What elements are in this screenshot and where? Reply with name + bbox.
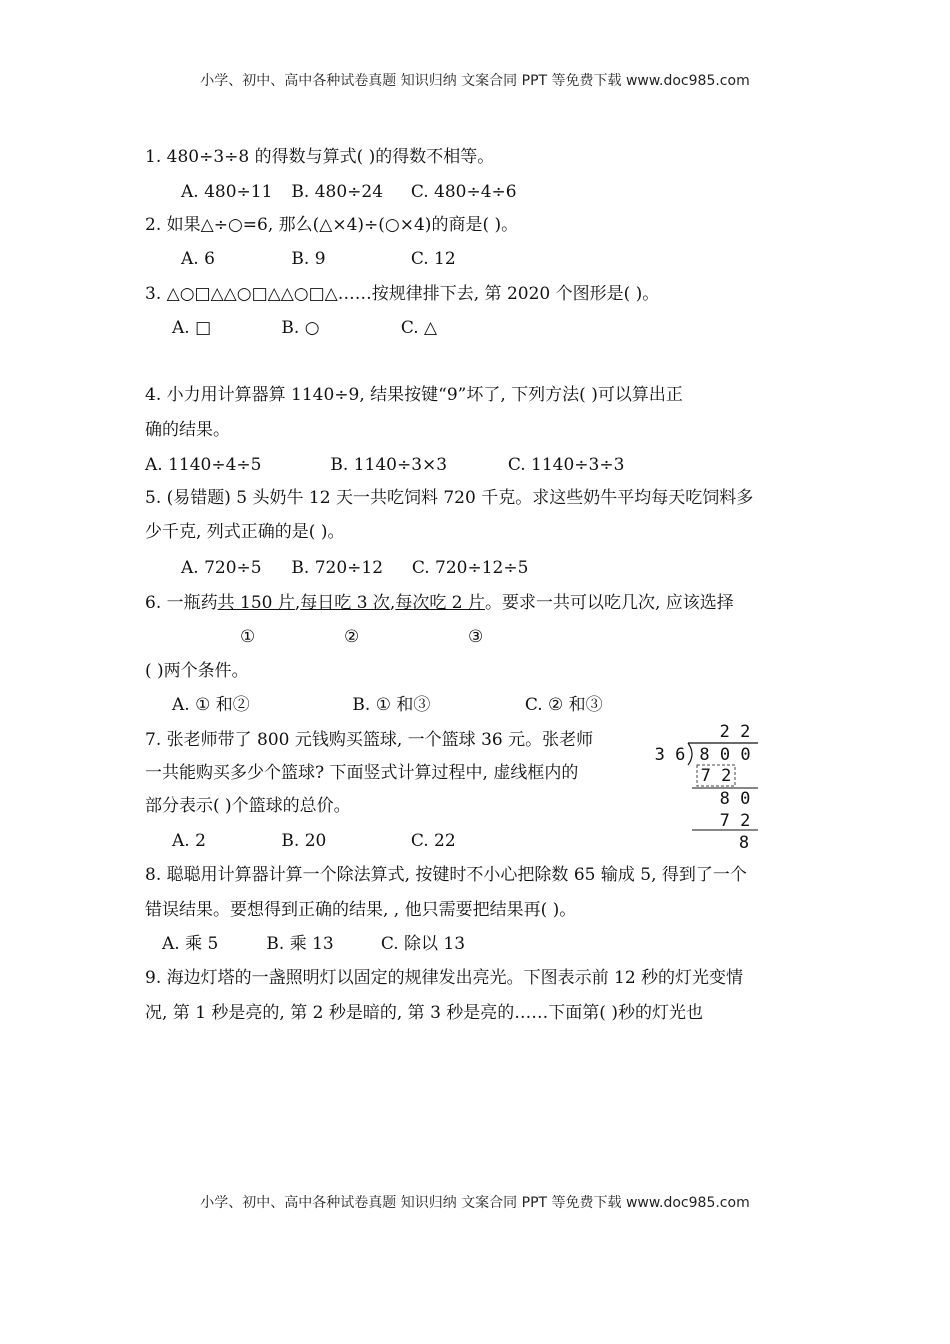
- q2-option-b: B. 9: [291, 249, 326, 269]
- division-remainder-2: 8: [738, 833, 750, 853]
- q4-stem-line2: 确的结果。: [145, 420, 230, 440]
- q3-options: [172, 317, 437, 339]
- q8-stem-line1: 8. 聪聪用计算器计算一个除法算式, 按键时不小心把除数 65 输成 5, 得到了一个: [145, 865, 747, 885]
- q7-option-a: A. 2: [172, 831, 206, 851]
- q5-options: [181, 557, 528, 579]
- q4-stem-line1: 4. 小力用计算器算 1140÷9, 结果按键“9”坏了, 下列方法( )可以算出正: [145, 385, 683, 405]
- q6-option-a: A. ① 和②: [172, 695, 250, 715]
- q2-stem: 2. 如果△÷○=6, 那么(△×4)÷(○×4)的商是( )。: [145, 215, 519, 235]
- q7-option-b: B. 20: [281, 831, 327, 851]
- q9-stem-line1: 9. 海边灯塔的一盏照明灯以固定的规律发出亮光。下图表示前 12 秒的灯光变情: [145, 968, 744, 988]
- q1-option-b: B. 480÷24: [291, 182, 384, 202]
- page-header: 小学、初中、高中各种试卷真题 知识归纳 文案合同 PPT 等免费下载 www.doc985.com: [200, 73, 750, 89]
- q1-option-c: C. 480÷4÷6: [410, 182, 517, 202]
- page-footer: 小学、初中、高中各种试卷真题 知识归纳 文案合同 PPT 等免费下载 www.doc985.com: [200, 1195, 750, 1211]
- division-bracket: [688, 743, 692, 765]
- q6-prefix: 6. 一瓶药: [145, 593, 218, 613]
- q1-stem: 1. 480÷3÷8 的得数与算式( )的得数不相等。: [145, 147, 495, 167]
- q6-condition-1: 共 150 片: [217, 593, 295, 613]
- q3-option-b: B. ○: [281, 318, 320, 338]
- q4-options: [145, 454, 624, 476]
- q6-stem-line1: [145, 592, 734, 614]
- q2-options: [181, 248, 456, 270]
- q8-options: [162, 933, 465, 955]
- q5-option-b: B. 720÷12: [291, 558, 384, 578]
- division-dividend: 8 0 0: [699, 745, 751, 765]
- q5-option-c: C. 720÷12÷5: [411, 558, 529, 578]
- q4-option-b: B. 1140÷3×3: [330, 455, 448, 475]
- division-step-1: 7 2: [700, 766, 732, 786]
- q5-stem-line2: 少千克, 列式正确的是( )。: [145, 522, 345, 542]
- q1-options: [181, 181, 517, 203]
- q8-stem-line2: 错误结果。要想得到正确的结果, , 他只需要把结果再( )。: [145, 900, 577, 920]
- q2-option-a: A. 6: [181, 249, 215, 269]
- q5-stem-line1: 5. (易错题) 5 头奶牛 12 天一共吃饲料 720 千克。求这些奶牛平均每天吃饲料多: [145, 488, 754, 508]
- q6-condition-2: 每日吃 3 次: [300, 593, 390, 613]
- q6-condition-3: 每次吃 2 片: [395, 593, 485, 613]
- q6-mark-3: ③: [468, 627, 484, 647]
- q6-option-b: B. ① 和③: [352, 695, 431, 715]
- q8-option-b: B. 乘 13: [266, 934, 334, 954]
- q9-stem-line2: 况, 第 1 秒是亮的, 第 2 秒是暗的, 第 3 秒是亮的……下面第( )秒的灯光也: [145, 1003, 703, 1023]
- q8-option-c: C. 除以 13: [380, 934, 466, 954]
- q4-option-a: A. 1140÷4÷5: [145, 455, 262, 475]
- q7-stem-line2: 一共能购买多少个篮球? 下面竖式计算过程中, 虚线框内的: [145, 763, 579, 783]
- q3-option-c: C. △: [400, 318, 438, 338]
- q6-options: [172, 694, 603, 716]
- division-divisor: 3 6: [654, 745, 686, 765]
- q7-stem-line3: 部分表示( )个篮球的总价。: [145, 796, 351, 816]
- division-remainder-1: 8 0: [719, 789, 751, 809]
- q1-option-a: A. 480÷11: [181, 182, 273, 202]
- division-step-2: 7 2: [719, 811, 751, 831]
- q3-stem: 3. △○□△△○□△△○□△……按规律排下去, 第 2020 个图形是( )。: [145, 284, 660, 304]
- q3-option-a: A. □: [172, 318, 212, 338]
- q2-option-c: C. 12: [410, 249, 456, 269]
- long-division-diagram: [640, 718, 770, 858]
- q6-stem-line2: ( )两个条件。: [145, 661, 249, 681]
- q6-separator-1: ,: [294, 593, 301, 613]
- q4-option-c: C. 1140÷3÷3: [507, 455, 625, 475]
- q6-mark-2: ②: [344, 627, 360, 647]
- q7-stem-line1: 7. 张老师带了 800 元钱购买篮球, 一个篮球 36 元。张老师: [145, 730, 594, 750]
- q7-option-c: C. 22: [410, 831, 456, 851]
- q6-option-c: C. ② 和③: [524, 695, 603, 715]
- division-quotient: 2 2: [719, 722, 751, 742]
- q6-separator-2: ,: [389, 593, 396, 613]
- q5-option-a: A. 720÷5: [181, 558, 262, 578]
- q6-mark-1: ①: [240, 627, 256, 647]
- q6-suffix: 。要求一共可以吃几次, 应该选择: [484, 593, 734, 613]
- q7-options: [172, 830, 456, 852]
- q8-option-a: A. 乘 5: [162, 934, 219, 954]
